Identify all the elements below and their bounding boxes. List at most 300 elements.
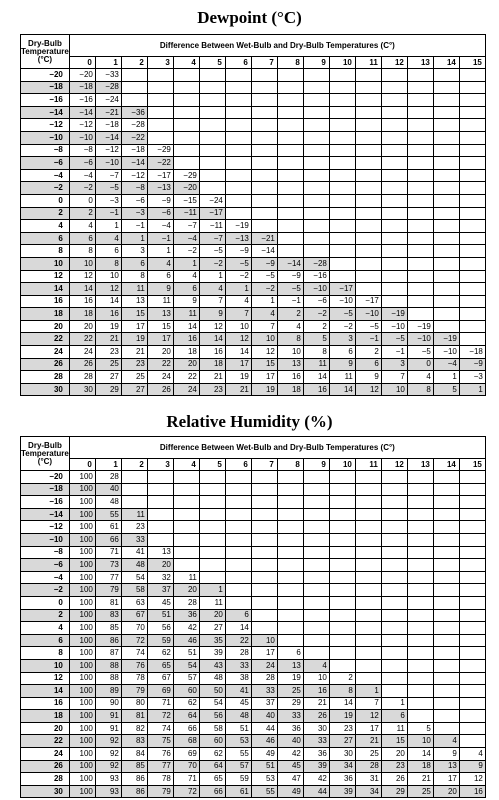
humidity-empty-cell <box>303 596 329 609</box>
dewpoint-cell: −7 <box>95 169 121 182</box>
dewpoint-cell: 20 <box>69 320 95 333</box>
dewpoint-empty-cell <box>329 207 355 220</box>
dewpoint-cell: 16 <box>199 346 225 359</box>
dewpoint-row-header: 26 <box>21 358 70 371</box>
dewpoint-cell: −16 <box>303 270 329 283</box>
dewpoint-cell: 3 <box>381 358 407 371</box>
humidity-row-header: −2 <box>21 584 70 597</box>
dewpoint-empty-cell <box>381 182 407 195</box>
dewpoint-empty-cell <box>381 270 407 283</box>
humidity-table-row <box>21 748 486 761</box>
dewpoint-cell: 1 <box>147 245 173 258</box>
humidity-empty-cell <box>459 571 485 584</box>
humidity-cell: 100 <box>69 785 95 798</box>
dewpoint-table-row <box>21 81 486 94</box>
dewpoint-row-header: 22 <box>21 333 70 346</box>
dewpoint-empty-cell <box>251 194 277 207</box>
dewpoint-cell: 30 <box>69 383 95 396</box>
humidity-empty-cell <box>381 571 407 584</box>
dewpoint-column-header: 4 <box>173 57 199 69</box>
humidity-cell: 56 <box>199 710 225 723</box>
humidity-cell: 100 <box>69 546 95 559</box>
dewpoint-cell: 9 <box>147 283 173 296</box>
humidity-cell: 81 <box>95 596 121 609</box>
dewpoint-cell: −13 <box>147 182 173 195</box>
humidity-cell: 71 <box>95 546 121 559</box>
humidity-cell: 73 <box>95 559 121 572</box>
humidity-empty-cell <box>355 672 381 685</box>
dewpoint-cell: 18 <box>277 383 303 396</box>
humidity-empty-cell <box>355 622 381 635</box>
dewpoint-empty-cell <box>355 245 381 258</box>
humidity-row-header: 24 <box>21 748 70 761</box>
dewpoint-cell: −2 <box>329 320 355 333</box>
humidity-empty-cell <box>459 596 485 609</box>
humidity-cell: 82 <box>121 722 147 735</box>
dewpoint-empty-cell <box>459 119 485 132</box>
humidity-cell: 100 <box>69 508 95 521</box>
dewpoint-cell: 16 <box>173 333 199 346</box>
dewpoint-empty-cell <box>355 157 381 170</box>
humidity-empty-cell <box>199 508 225 521</box>
humidity-empty-cell <box>407 634 433 647</box>
dewpoint-empty-cell <box>251 207 277 220</box>
dewpoint-empty-cell <box>329 232 355 245</box>
humidity-cell: 28 <box>173 596 199 609</box>
dewpoint-cell: 8 <box>407 383 433 396</box>
dewpoint-empty-cell <box>459 245 485 258</box>
dewpoint-empty-cell <box>303 220 329 233</box>
humidity-empty-cell <box>355 559 381 572</box>
humidity-empty-cell <box>277 609 303 622</box>
dewpoint-cell: 10 <box>381 383 407 396</box>
dewpoint-row-header: 20 <box>21 320 70 333</box>
humidity-corner-header: Dry-Bulb Temperature (°C) <box>21 437 70 471</box>
humidity-column-header: 12 <box>381 459 407 471</box>
dewpoint-cell: 8 <box>277 333 303 346</box>
dewpoint-column-header: 0 <box>69 57 95 69</box>
humidity-empty-cell <box>329 496 355 509</box>
humidity-empty-cell <box>459 722 485 735</box>
humidity-cell: 21 <box>303 697 329 710</box>
humidity-column-header: 1 <box>95 459 121 471</box>
dewpoint-cell: −2 <box>303 308 329 321</box>
dewpoint-empty-cell <box>225 169 251 182</box>
dewpoint-cell: 11 <box>329 371 355 384</box>
humidity-table-row <box>21 571 486 584</box>
dewpoint-cell: −28 <box>121 119 147 132</box>
humidity-table-row <box>21 685 486 698</box>
humidity-empty-cell <box>459 559 485 572</box>
dewpoint-cell: −10 <box>95 157 121 170</box>
humidity-cell: 5 <box>407 722 433 735</box>
humidity-table-row <box>21 521 486 534</box>
humidity-empty-cell <box>225 471 251 484</box>
dewpoint-empty-cell <box>407 283 433 296</box>
dewpoint-cell: −29 <box>147 144 173 157</box>
humidity-empty-cell <box>381 659 407 672</box>
humidity-cell: 100 <box>69 533 95 546</box>
humidity-cell: 25 <box>355 748 381 761</box>
dewpoint-empty-cell <box>199 106 225 119</box>
humidity-cell: 13 <box>277 659 303 672</box>
dewpoint-empty-cell <box>433 144 459 157</box>
dewpoint-cell: 12 <box>199 320 225 333</box>
dewpoint-column-header: 15 <box>459 57 485 69</box>
dewpoint-empty-cell <box>329 131 355 144</box>
dewpoint-empty-cell <box>329 81 355 94</box>
humidity-empty-cell <box>225 521 251 534</box>
dewpoint-cell: −14 <box>121 157 147 170</box>
humidity-empty-cell <box>459 634 485 647</box>
humidity-empty-cell <box>303 533 329 546</box>
dewpoint-row-header: 8 <box>21 245 70 258</box>
dewpoint-empty-cell <box>147 69 173 82</box>
dewpoint-empty-cell <box>459 333 485 346</box>
dewpoint-empty-cell <box>173 144 199 157</box>
dewpoint-empty-cell <box>225 144 251 157</box>
dewpoint-cell: 7 <box>381 371 407 384</box>
dewpoint-cell: −1 <box>121 220 147 233</box>
humidity-empty-cell <box>199 559 225 572</box>
dewpoint-empty-cell <box>355 131 381 144</box>
humidity-cell: 6 <box>381 710 407 723</box>
humidity-cell: 14 <box>225 622 251 635</box>
dewpoint-cell: −2 <box>225 270 251 283</box>
humidity-cell: 100 <box>69 710 95 723</box>
dewpoint-cell: 12 <box>251 346 277 359</box>
dewpoint-cell: 2 <box>277 308 303 321</box>
humidity-cell: 51 <box>147 609 173 622</box>
humidity-empty-cell <box>355 533 381 546</box>
humidity-cell: 92 <box>95 760 121 773</box>
dewpoint-row-header: 10 <box>21 257 70 270</box>
dewpoint-empty-cell <box>199 94 225 107</box>
dewpoint-cell: 6 <box>355 358 381 371</box>
dewpoint-empty-cell <box>381 144 407 157</box>
dewpoint-empty-cell <box>225 69 251 82</box>
humidity-empty-cell <box>199 546 225 559</box>
dewpoint-empty-cell <box>147 94 173 107</box>
humidity-empty-cell <box>329 508 355 521</box>
dewpoint-empty-cell <box>251 94 277 107</box>
dewpoint-empty-cell <box>199 144 225 157</box>
dewpoint-empty-cell <box>459 131 485 144</box>
humidity-cell: 39 <box>199 647 225 660</box>
dewpoint-cell: 2 <box>303 320 329 333</box>
dewpoint-cell: 23 <box>121 358 147 371</box>
dewpoint-cell: −9 <box>277 270 303 283</box>
humidity-empty-cell <box>407 546 433 559</box>
humidity-cell: 48 <box>199 672 225 685</box>
dewpoint-empty-cell <box>381 220 407 233</box>
humidity-empty-cell <box>407 584 433 597</box>
dewpoint-empty-cell <box>121 94 147 107</box>
humidity-cell: 71 <box>173 773 199 786</box>
humidity-column-header: 14 <box>433 459 459 471</box>
dewpoint-cell: 4 <box>407 371 433 384</box>
dewpoint-cell: 4 <box>199 283 225 296</box>
dewpoint-empty-cell <box>147 119 173 132</box>
humidity-empty-cell <box>303 584 329 597</box>
humidity-empty-cell <box>355 571 381 584</box>
humidity-empty-cell <box>277 622 303 635</box>
dewpoint-empty-cell <box>251 182 277 195</box>
dewpoint-title: Dewpoint (°C) <box>197 8 302 27</box>
dewpoint-empty-cell <box>459 94 485 107</box>
humidity-table-row <box>21 483 486 496</box>
humidity-cell: 100 <box>69 722 95 735</box>
humidity-cell: 88 <box>95 659 121 672</box>
humidity-cell: 45 <box>277 760 303 773</box>
dewpoint-cell: −2 <box>173 245 199 258</box>
humidity-cell: 46 <box>251 735 277 748</box>
dewpoint-empty-cell <box>433 81 459 94</box>
humidity-empty-cell <box>433 496 459 509</box>
humidity-table-row <box>21 773 486 786</box>
dewpoint-empty-cell <box>381 283 407 296</box>
humidity-empty-cell <box>407 697 433 710</box>
dewpoint-column-header: 8 <box>277 57 303 69</box>
dewpoint-cell: 1 <box>173 257 199 270</box>
dewpoint-empty-cell <box>459 295 485 308</box>
humidity-cell: 40 <box>95 483 121 496</box>
humidity-column-header: 6 <box>225 459 251 471</box>
dewpoint-table-row <box>21 371 486 384</box>
dewpoint-table-row <box>21 346 486 359</box>
dewpoint-cell: 21 <box>121 346 147 359</box>
dewpoint-column-header: 2 <box>121 57 147 69</box>
humidity-empty-cell <box>199 471 225 484</box>
humidity-cell: 100 <box>69 659 95 672</box>
dewpoint-column-header: 3 <box>147 57 173 69</box>
humidity-cell: 28 <box>95 471 121 484</box>
dewpoint-empty-cell <box>303 131 329 144</box>
humidity-cell: 43 <box>199 659 225 672</box>
dewpoint-column-header: 12 <box>381 57 407 69</box>
humidity-empty-cell <box>251 546 277 559</box>
humidity-cell: 74 <box>147 722 173 735</box>
humidity-empty-cell <box>355 508 381 521</box>
dewpoint-cell: −5 <box>251 270 277 283</box>
dewpoint-empty-cell <box>381 81 407 94</box>
humidity-cell: 100 <box>69 685 95 698</box>
humidity-cell: 53 <box>225 735 251 748</box>
humidity-cell: 1 <box>199 584 225 597</box>
humidity-cell: 54 <box>199 697 225 710</box>
dewpoint-empty-cell <box>407 207 433 220</box>
humidity-cell: 11 <box>199 596 225 609</box>
humidity-empty-cell <box>173 521 199 534</box>
dewpoint-table-row <box>21 94 486 107</box>
dewpoint-row-header: 14 <box>21 283 70 296</box>
dewpoint-empty-cell <box>381 119 407 132</box>
dewpoint-row-header: 28 <box>21 371 70 384</box>
humidity-empty-cell <box>433 710 459 723</box>
humidity-empty-cell <box>303 471 329 484</box>
dewpoint-cell: 14 <box>199 333 225 346</box>
humidity-empty-cell <box>225 559 251 572</box>
humidity-empty-cell <box>433 533 459 546</box>
dewpoint-empty-cell <box>277 119 303 132</box>
dewpoint-empty-cell <box>199 169 225 182</box>
humidity-cell: 39 <box>329 785 355 798</box>
dewpoint-column-header: 9 <box>303 57 329 69</box>
dewpoint-empty-cell <box>381 295 407 308</box>
dewpoint-cell: 1 <box>433 371 459 384</box>
dewpoint-empty-cell <box>381 94 407 107</box>
humidity-column-header: 13 <box>407 459 433 471</box>
dewpoint-empty-cell <box>329 220 355 233</box>
humidity-empty-cell <box>329 571 355 584</box>
dewpoint-cell: 14 <box>225 346 251 359</box>
humidity-cell: 72 <box>173 785 199 798</box>
dewpoint-row-header: 18 <box>21 308 70 321</box>
dewpoint-row-header: −12 <box>21 119 70 132</box>
humidity-cell: 78 <box>121 672 147 685</box>
dewpoint-cell: 11 <box>303 358 329 371</box>
dewpoint-cell: −21 <box>251 232 277 245</box>
dewpoint-empty-cell <box>407 131 433 144</box>
humidity-empty-cell <box>433 697 459 710</box>
dewpoint-cell: 26 <box>147 383 173 396</box>
humidity-empty-cell <box>251 609 277 622</box>
humidity-cell: 21 <box>407 773 433 786</box>
dewpoint-empty-cell <box>199 131 225 144</box>
dewpoint-row-header: −10 <box>21 131 70 144</box>
dewpoint-cell: −9 <box>225 245 251 258</box>
humidity-cell: 63 <box>121 596 147 609</box>
dewpoint-cell: −5 <box>95 182 121 195</box>
humidity-cell: 100 <box>69 471 95 484</box>
humidity-empty-cell <box>277 571 303 584</box>
dewpoint-cell: −4 <box>147 220 173 233</box>
humidity-column-header: 11 <box>355 459 381 471</box>
humidity-empty-cell <box>381 471 407 484</box>
humidity-empty-cell <box>303 609 329 622</box>
dewpoint-cell: −9 <box>459 358 485 371</box>
humidity-empty-cell <box>433 471 459 484</box>
humidity-cell: 71 <box>147 697 173 710</box>
dewpoint-cell: −18 <box>121 144 147 157</box>
dewpoint-cell: 0 <box>69 194 95 207</box>
dewpoint-empty-cell <box>277 207 303 220</box>
dewpoint-empty-cell <box>277 169 303 182</box>
humidity-empty-cell <box>355 659 381 672</box>
dewpoint-cell: −1 <box>147 232 173 245</box>
humidity-cell: 35 <box>199 634 225 647</box>
humidity-cell: 34 <box>329 760 355 773</box>
humidity-cell: 59 <box>225 773 251 786</box>
humidity-cell: 17 <box>433 773 459 786</box>
dewpoint-empty-cell <box>459 320 485 333</box>
humidity-empty-cell <box>303 559 329 572</box>
dewpoint-cell: −14 <box>69 106 95 119</box>
humidity-empty-cell <box>459 584 485 597</box>
dewpoint-empty-cell <box>459 308 485 321</box>
humidity-table-row <box>21 496 486 509</box>
dewpoint-cell: −12 <box>121 169 147 182</box>
humidity-cell: 92 <box>95 735 121 748</box>
dewpoint-cell: 17 <box>147 333 173 346</box>
humidity-row-header: 2 <box>21 609 70 622</box>
dewpoint-cell: 6 <box>147 270 173 283</box>
dewpoint-row-header: −8 <box>21 144 70 157</box>
dewpoint-cell: −4 <box>433 358 459 371</box>
dewpoint-empty-cell <box>407 308 433 321</box>
humidity-cell: 10 <box>251 634 277 647</box>
humidity-table-row <box>21 584 486 597</box>
dewpoint-cell: −3 <box>121 207 147 220</box>
humidity-empty-cell <box>251 496 277 509</box>
dewpoint-cell: 5 <box>303 333 329 346</box>
dewpoint-empty-cell <box>459 157 485 170</box>
dewpoint-table-row <box>21 119 486 132</box>
dewpoint-cell: 18 <box>69 308 95 321</box>
dewpoint-empty-cell <box>355 106 381 119</box>
humidity-cell: 79 <box>147 785 173 798</box>
dewpoint-row-header: 24 <box>21 346 70 359</box>
humidity-empty-cell <box>173 546 199 559</box>
dewpoint-cell: −5 <box>277 283 303 296</box>
dewpoint-empty-cell <box>459 194 485 207</box>
dewpoint-cell: 13 <box>277 358 303 371</box>
dewpoint-cell: 11 <box>147 295 173 308</box>
dewpoint-empty-cell <box>277 182 303 195</box>
humidity-cell: 13 <box>147 546 173 559</box>
humidity-cell: 58 <box>121 584 147 597</box>
humidity-row-header: −4 <box>21 571 70 584</box>
dewpoint-cell: 6 <box>121 257 147 270</box>
humidity-empty-cell <box>433 483 459 496</box>
dewpoint-cell: 7 <box>225 308 251 321</box>
humidity-empty-cell <box>225 596 251 609</box>
dewpoint-cell: 12 <box>69 270 95 283</box>
humidity-empty-cell <box>433 584 459 597</box>
dewpoint-cell: 24 <box>147 371 173 384</box>
dewpoint-empty-cell <box>225 182 251 195</box>
dewpoint-empty-cell <box>277 81 303 94</box>
dewpoint-cell: 4 <box>251 308 277 321</box>
humidity-cell: 83 <box>121 735 147 748</box>
dewpoint-column-header: 11 <box>355 57 381 69</box>
dewpoint-cell: −9 <box>251 257 277 270</box>
humidity-cell: 19 <box>329 710 355 723</box>
humidity-cell: 100 <box>69 483 95 496</box>
dewpoint-empty-cell <box>459 257 485 270</box>
dewpoint-empty-cell <box>433 119 459 132</box>
dewpoint-empty-cell <box>381 131 407 144</box>
humidity-empty-cell <box>407 622 433 635</box>
humidity-cell: 100 <box>69 672 95 685</box>
humidity-empty-cell <box>433 596 459 609</box>
humidity-cell: 76 <box>147 748 173 761</box>
humidity-cell: 20 <box>433 785 459 798</box>
dewpoint-cell: 1 <box>459 383 485 396</box>
dewpoint-cell: 19 <box>121 333 147 346</box>
dewpoint-table-row <box>21 245 486 258</box>
dewpoint-cell: −18 <box>459 346 485 359</box>
humidity-empty-cell <box>433 571 459 584</box>
dewpoint-empty-cell <box>199 182 225 195</box>
humidity-empty-cell <box>277 634 303 647</box>
dewpoint-empty-cell <box>381 106 407 119</box>
humidity-cell: 90 <box>95 697 121 710</box>
humidity-table-row <box>21 622 486 635</box>
humidity-cell: 42 <box>277 748 303 761</box>
dewpoint-empty-cell <box>277 131 303 144</box>
humidity-empty-cell <box>303 508 329 521</box>
